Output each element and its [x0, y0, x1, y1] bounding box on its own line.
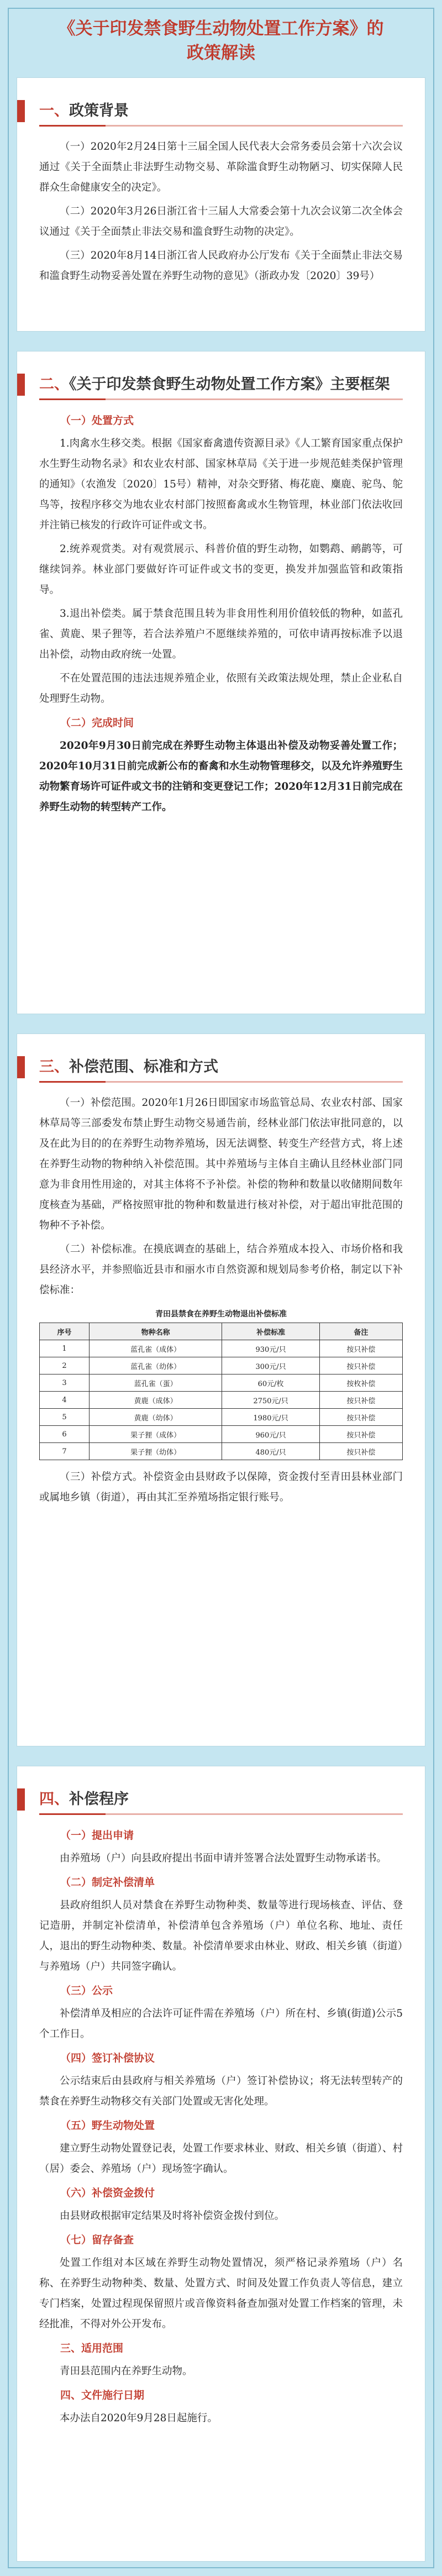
table-cell: 按只补偿 — [319, 1409, 402, 1426]
section-heading — [39, 1056, 403, 1078]
table-row — [40, 1443, 403, 1460]
paragraph: （二）补偿标准。在摸底调查的基础上，结合养殖成本投入、市场价格和我县经济水平，并参照临近县市和丽水市自然资源和规划局参考价格，制定以下补偿标准： — [39, 1244, 403, 1296]
step-heading: （三）公示 — [60, 1985, 113, 1997]
section-heading — [39, 1788, 403, 1811]
section-number: 二、 — [39, 376, 69, 393]
step-text: 由养殖场（户）向县政府提出书面申请并签署合法处置野生动物承诺书。 — [60, 1853, 387, 1864]
paragraph: 1.肉禽水生移交类。根据《国家畜禽遗传资源目录》《人工繁育国家重点保护水生野生动物名录》和农业农村部、国家林草局《关于进一步规范蛙类保护管理的通知》（农渔发〔2020〕15号）精神，对杂交野猪、梅花鹿、麋鹿、驼鸟、鸵鸟等，按程序移交为地农业农村部门按照畜禽或水生物管理，林业部门依法收回并注销已核发的行政许可证件或文书。 — [39, 438, 403, 531]
table-header-row — [40, 1323, 403, 1340]
heading-rule — [39, 1081, 403, 1083]
table-cell: 按只补偿 — [319, 1426, 402, 1443]
header-cell: 物种名称 — [90, 1323, 222, 1340]
step-text: 县政府组织人员对禁食在养野生动物种类、数量等进行现场核查、评估、登记造册，并制定补偿清单，补偿清单包含养殖场（户）单位名称、地址、责任人，退出的野生动物种类、数量。补偿清单要求由林业、财政、相关乡镇（街道）与养殖场（户）共同签字确认。 — [39, 1900, 403, 1972]
table-cell: 930元/只 — [222, 1340, 320, 1357]
step-text: 处置工作组对本区域在养野生动物处置情况，须严格记录养殖场（户）名称、在养野生动物种类、数量、处置方式、时间及处置工作负责人等信息，建立专门档案，处置过程现保留照片或音像资料备查加强对处置工作档案的管理，未经批准，不得对外公开发布。 — [39, 2257, 403, 2330]
table-cell: 480元/只 — [222, 1443, 320, 1460]
step-heading: （二）制定补偿清单 — [60, 1876, 155, 1888]
table-cell: 蓝孔雀（成体） — [90, 1340, 222, 1357]
table-cell: 5 — [40, 1409, 90, 1426]
table-cell: 2750元/只 — [222, 1392, 320, 1409]
step-heading: （一）提出申请 — [60, 1829, 134, 1842]
step-text: 补偿清单及相应的合法许可证件需在养殖场（户）所在村、乡镇(街道)公示5个工作日。 — [39, 2008, 403, 2040]
table-cell: 1980元/只 — [222, 1409, 320, 1426]
section-title: 政策背景 — [69, 102, 129, 119]
table-cell: 7 — [40, 1443, 90, 1460]
section-title: 补偿程序 — [69, 1791, 129, 1808]
table-cell: 按只补偿 — [319, 1357, 402, 1374]
section-number: 三、 — [39, 1058, 69, 1075]
header-cell: 补偿标准 — [222, 1323, 320, 1340]
section-procedure — [17, 1766, 425, 2562]
step-heading: （五）野生动物处置 — [60, 2119, 155, 2132]
paragraph: （三）补偿方式。补偿资金由县财政予以保障，资金拨付至青田县林业部门或属地乡镇（街道），再由其汇至养殖场指定银行账号。 — [39, 1471, 403, 1503]
section-policy-background — [17, 77, 425, 332]
section-framework — [17, 351, 425, 1014]
table-cell: 6 — [40, 1426, 90, 1443]
page-title-line-2: 政策解读 — [187, 43, 255, 63]
section-heading — [39, 374, 403, 396]
heading-rule — [39, 1813, 403, 1815]
section-compensation — [17, 1033, 425, 1746]
table-cell: 蓝孔雀（蛋） — [90, 1374, 222, 1392]
table-caption: 青田县禁食在养野生动物退出补偿标准 — [155, 1310, 287, 1319]
table-cell: 按只补偿 — [319, 1443, 402, 1460]
table-cell: 按只补偿 — [319, 1392, 402, 1409]
header-cell: 备注 — [319, 1323, 402, 1340]
paragraph: （一）补偿范围。2020年1月26日即国家市场监管总局、农业农村部、国家林草局等三部委发布禁止野生动物交易通告前，经林业部门依法审批同意的，以及在此为目的的在养野生动物养殖场，因无法调整、转变生产经营方式，将上述在养野生动物的物种纳入补偿范围。其中养殖场与主体自主确认且经林业部门同意为非食用性用途的，对其主体将不予补偿。补偿的物种和数量以收储期间数年度核查为基础，严格按照审批的物种和数量进行核对补偿，对于超出审批范围的物种不予补偿。 — [39, 1097, 403, 1231]
step-heading: （七）留存备查 — [60, 2234, 134, 2246]
table-row — [40, 1374, 403, 1392]
paragraph: 2.统养观赏类。对有观赏展示、科普价值的野生动物，如鹦鹉、鸸鹋等，可继续饲养。林业部门要做好许可证件或文书的变更，换发并加强监管和政策指导。 — [39, 543, 403, 596]
table-cell: 按枚补偿 — [319, 1374, 402, 1392]
header-cell: 序号 — [40, 1323, 90, 1340]
heading-rule — [39, 398, 403, 400]
table-cell: 2 — [40, 1357, 90, 1374]
section-title: 《关于印发禁食野生动物处置工作方案》主要框架 — [69, 376, 390, 393]
deadline-paragraph: 2020年9月30日前完成在养野生动物主体退出补偿及动物妥善处置工作；2020年10月31日前完成新公布的畜禽和水生动物管理移交，以及允许养殖野生动物繁育场许可证件或文书的注销和变更登记工作；2020年12月31日前完成在养野生动物的转型转产工作。 — [39, 740, 403, 813]
table-row — [40, 1409, 403, 1426]
paragraph: 3.退出补偿类。属于禁食范围且转为非食用性利用价值较低的物种，如蓝孔雀、黄鹿、果子狸等，若合法养殖户不愿继续养殖的，可依申请再按标准予以退出补偿，动物由政府统一处置。 — [39, 608, 403, 660]
section-title: 补偿范围、标准和方式 — [69, 1058, 218, 1075]
subheading-deadline: （二）完成时间 — [60, 717, 134, 729]
paragraph: （二）2020年3月26日浙江省十三届人大常委会第十九次会议第二次全体会议通过《关于全面禁止非法交易和滥食野生动物的决定》。 — [39, 206, 403, 238]
heading-rule — [39, 125, 403, 127]
section-heading — [39, 100, 403, 122]
step-heading: （四）签订补偿协议 — [60, 2052, 155, 2064]
paragraph: （一）2020年2月24日第十三届全国人民代表大会常务委员会第十六次会议通过《关于全面禁止非法野生动物交易、革除滥食野生动物陋习、切实保障人民群众生命健康安全的决定》。 — [39, 141, 403, 193]
page-title-line-1: 《关于印发禁食野生动物处置工作方案》的 — [58, 19, 384, 39]
title-block — [0, 17, 442, 65]
table-row — [40, 1340, 403, 1357]
table-row — [40, 1392, 403, 1409]
effective-date-heading: 四、文件施行日期 — [60, 2389, 145, 2401]
step-text: 公示结束后由县政府与相关养殖场（户）签订补偿协议；将无法转型转产的禁食在养野生动物移交有关部门处置或无害化处理。 — [39, 2075, 403, 2107]
section-number: 四、 — [39, 1791, 69, 1808]
subheading-disposal: （一）处置方式 — [60, 415, 134, 427]
scope-heading: 三、适用范围 — [60, 2342, 124, 2354]
table-cell: 300元/只 — [222, 1357, 320, 1374]
table-cell: 黄鹿（幼体） — [90, 1409, 222, 1426]
table-cell: 1 — [40, 1340, 90, 1357]
step-text: 建立野生动物处置登记表，处置工作要求林业、财政、相关乡镇（街道）、村（居）委会、养殖场（户）现场签字确认。 — [39, 2143, 403, 2175]
table-cell: 60元/枚 — [222, 1374, 320, 1392]
table-cell: 果子狸（成体） — [90, 1426, 222, 1443]
step-heading: （六）补偿资金拨付 — [60, 2187, 155, 2199]
scope-text: 青田县范围内在养野生动物。 — [60, 2365, 193, 2377]
step-text: 由县财政根据审定结果及时将补偿资金拨付到位。 — [60, 2210, 285, 2222]
table-cell: 3 — [40, 1374, 90, 1392]
table-cell: 960元/只 — [222, 1426, 320, 1443]
compensation-table — [39, 1305, 403, 1460]
table-cell: 按只补偿 — [319, 1340, 402, 1357]
section-number: 一、 — [39, 102, 69, 119]
table-cell: 蓝孔雀（幼体） — [90, 1357, 222, 1374]
table-cell: 果子狸（幼体） — [90, 1443, 222, 1460]
table-row — [40, 1357, 403, 1374]
table-cell: 黄鹿（成体） — [90, 1392, 222, 1409]
table-cell: 4 — [40, 1392, 90, 1409]
paragraph: 不在处置范围的违法违规养殖企业，依照有关政策法规处理，禁止企业私自处理野生动物。 — [39, 673, 403, 705]
table-row — [40, 1426, 403, 1443]
effective-date-text: 本办法自2020年9月28日起施行。 — [60, 2412, 218, 2424]
paragraph: （三）2020年8月14日浙江省人民政府办公厅发布《关于全面禁止非法交易和滥食野生动物妥善处置在养野生动物的意见》（浙政办发〔2020〕39号） — [39, 250, 403, 282]
